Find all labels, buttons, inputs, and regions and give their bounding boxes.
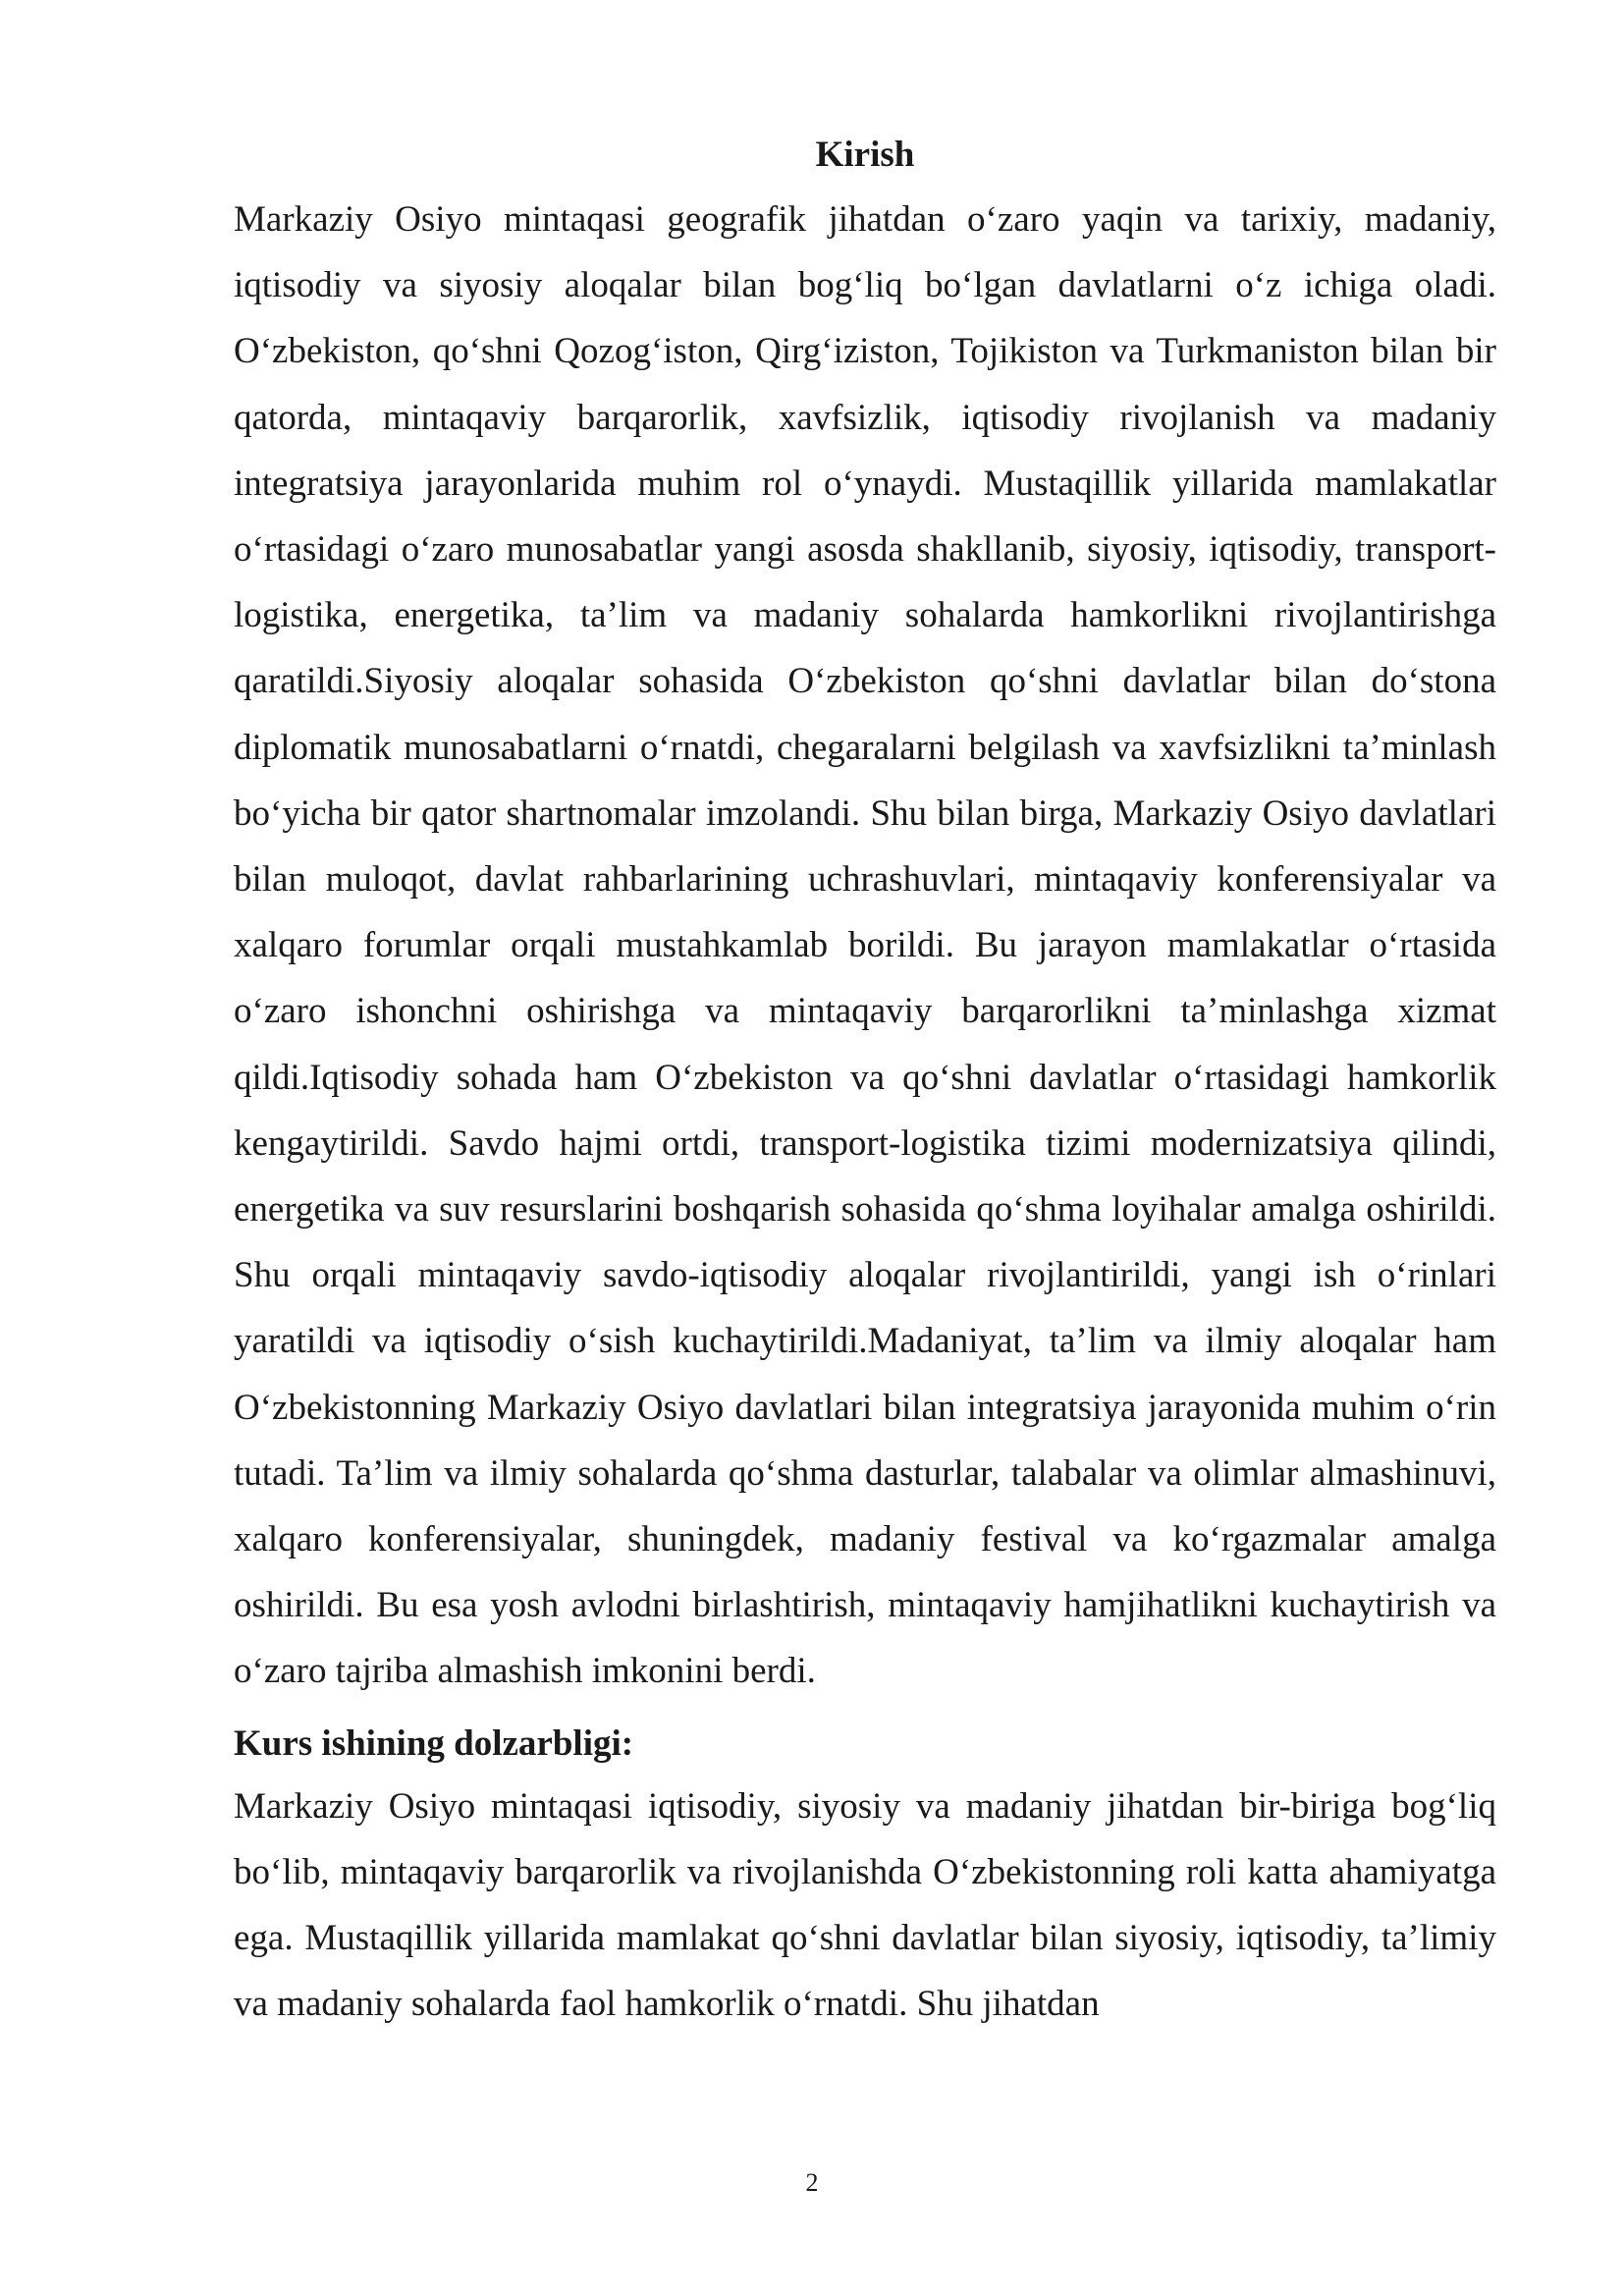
section-heading: Kurs ishining dolzarbligi:: [234, 1722, 634, 1764]
page-content: [234, 126, 1496, 2037]
page-title: Kirish: [815, 135, 915, 175]
intro-paragraph: Markaziy Osiyo mintaqasi geografik jihatdan o‘zaro yaqin va tarixiy, madaniy, iqtisodiy va siyosiy aloqalar bilan bog‘liq bo‘lgan davlatlarni o‘z ichiga oladi. O‘zbekiston, qo‘shni Qozog‘iston, Qirg‘iziston, Tojikiston va Turkmaniston bilan bir qatorda, mintaqaviy barqarorlik, xavfsizlik, iqtisodiy rivojlanish va madaniy integratsiya jarayonlarida muhim rol o‘ynaydi. Mustaqillik yillarida mamlakatlar o‘rtasidagi o‘zaro munosabatlar yangi asosda shakllanib, siyosiy, iqtisodiy, transport-logistika, energetika, ta’lim va madaniy sohalarda hamkorlikni rivojlantirishga qaratildi.Siyosiy aloqalar sohasida O‘zbekiston qo‘shni davlatlar bilan do‘stona diplomatik munosabatlarni o‘rnatdi, chegaralarni belgilash va xavfsizlikni ta’minlash bo‘yicha bir qator shartnomalar imzolandi. Shu bilan birga, Markaziy Osiyo davlatlari bilan muloqot, davlat rahbarlarining uchrashuvlari, mintaqaviy konferensiyalar va xalqaro forumlar orqali mustahkamlab borildi. Bu jarayon mamlakatlar o‘rtasida o‘zaro ishonchni oshirishga va mintaqaviy barqarorlikni ta’minlashga xizmat qildi.Iqtisodiy sohada ham O‘zbekiston va qo‘shni davlatlar o‘rtasidagi hamkorlik kengaytirildi. Savdo hajmi ortdi, transport-logistika tizimi modernizatsiya qilindi, energetika va suv resurslarini boshqarish sohasida qo‘shma loyihalar amalga oshirildi. Shu orqali mintaqaviy savdo-iqtisodiy aloqalar rivojlantirildi, yangi ish o‘rinlari yaratildi va iqtisodiy o‘sish kuchaytirildi.Madaniyat, ta’lim va ilmiy aloqalar ham O‘zbekistonning Markaziy Osiyo davlatlari bilan integratsiya jarayonida muhim o‘rin tutadi. Ta’lim va ilmiy sohalarda qo‘shma dasturlar, talabalar va olimlar almashinuvi, xalqaro konferensiyalar, shuningdek, madaniy festival va ko‘rgazmalar amalga oshirildi. Bu esa yosh avlodni birlashtirish, mintaqaviy hamjihatlikni kuchaytirish va o‘zaro tajriba almashish imkonini berdi.: [234, 199, 1496, 1692]
section-paragraph: Markaziy Osiyo mintaqasi iqtisodiy, siyosiy va madaniy jihatdan bir-biriga bog‘liq bo‘lib, mintaqaviy barqarorlik va rivojlanishda O‘zbekistonning roli katta ahamiyatga ega. Mustaqillik yillarida mamlakat qo‘shni davlatlar bilan siyosiy, iqtisodiy, ta’limiy va madaniy sohalarda faol hamkorlik o‘rnatdi. Shu jihatdan: [234, 1785, 1496, 2025]
page-number: 2: [805, 2168, 819, 2197]
